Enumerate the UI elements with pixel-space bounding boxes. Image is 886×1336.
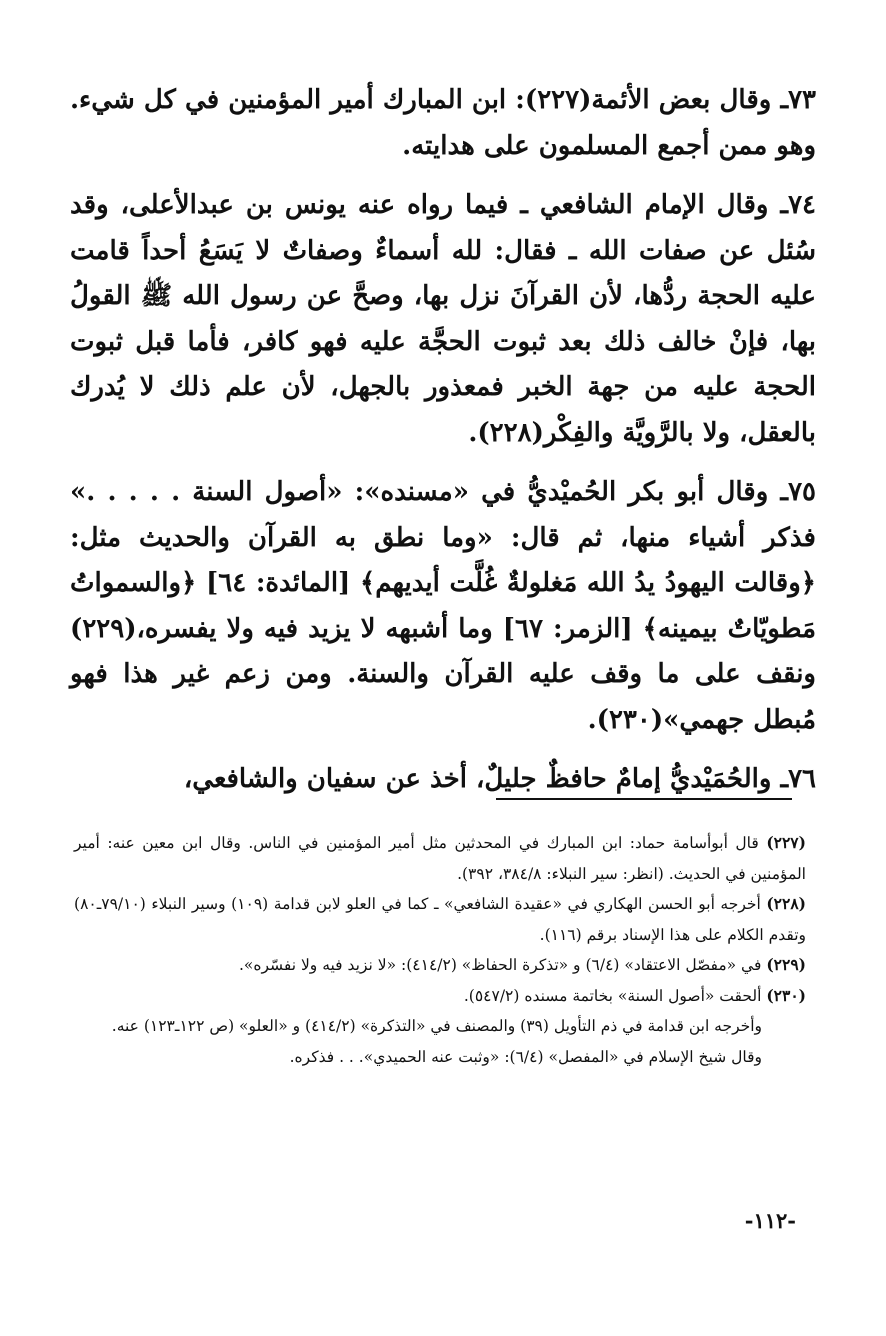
footnote-text: أخرجه أبو الحسن الهكاري في «عقيدة الشافعي» ـ كما في العلو لابن قدامة (١٠٩) وسير النبلاء (٧٩/١٠ـ٨٠) وتقدم الكلام على هذا الإسناد برقم (١١٦). (74, 895, 806, 944)
footnote-229 (74, 950, 806, 981)
footnote-230-continuation-2: وقال شيخ الإسلام في «المفصل» (٦/٤): «وثبت عنه الحميدي». . . فذكره. (289, 1047, 762, 1066)
footnote-230 (74, 981, 806, 1012)
footnote-divider (496, 798, 792, 800)
footnote-227 (74, 828, 806, 889)
footnote-number: (٢٢٧) (766, 833, 806, 852)
footnote-228 (74, 889, 806, 950)
paragraph-76: ٧٦ـ والحُمَيْديُّ إمامٌ حافظٌ جليلٌ، أخذ عن سفيان والشافعي، (183, 764, 816, 794)
paragraph-75: ٧٥ـ وقال أبو بكر الحُميْديُّ في «مسنده»: «أصول السنة . . . . .» فذكر أشياء منها، ثم قال: «وما نطق به القرآن والحديث مثل: ﴿وقالت اليهودُ يدُ الله مَغلولةٌ غُلَّت أيديهم﴾ [المائدة: ٦٤] ﴿والسمواتُ مَطويّاتٌ بيمينه﴾ [الزمر: ٦٧] وما أشبهه لا يزيد فيه ولا يفسره،(٢٢٩) ونقف على ما وقف عليه القرآن والسنة. ومن زعم غير هذا فهو مُبطل جهمي»(٢٣٠). (70, 477, 816, 735)
footnote-number: (٢٢٩) (766, 955, 806, 974)
paragraph-74: ٧٤ـ وقال الإمام الشافعي ـ فيما رواه عنه يونس بن عبدالأعلى، وقد سُئل عن صفات الله ـ فقال: لله أسماءٌ وصفاتٌ لا يَسَعُ أحداً قامت عليه الحجة ردُّها، لأن القرآنَ نزل بها، وصحَّ عن رسول الله ﷺ القولُ بها، فإنْ خالف ذلك بعد ثبوت الحجَّة عليه فهو كافر، فأما قبل ثبوت الحجة عليه من جهة الخبر فمعذور بالجهل، لأن علم ذلك لا يُدرك بالعقل، ولا بالرَّويَّة والفِكْر(٢٢٨). (70, 190, 816, 448)
main-text (70, 78, 816, 817)
footnote-text: في «مفصّل الاعتقاد» (٦/٤) و «تذكرة الحفاظ» (٤١٤/٢): «لا نزيد فيه ولا نفسّره». (238, 956, 762, 974)
footnote-230-continuation-1: وأخرجه ابن قدامة في ذم التأويل (٣٩) والمصنف في «التذكرة» (٤١٤/٢) و «العلو» (ص ١٢٢ـ١٢٣) عنه. (111, 1017, 762, 1035)
footnotes (74, 828, 806, 1072)
footnote-text: ألحقت «أصول السنة» بخاتمة مسنده (٥٤٧/٢). (463, 986, 762, 1005)
footnote-number: (٢٢٨) (766, 894, 806, 913)
paragraph-73: ٧٣ـ وقال بعض الأئمة(٢٢٧): ابن المبارك أمير المؤمنين في كل شيء. وهو ممن أجمع المسلمون على هدايته. (70, 85, 816, 161)
footnote-text: قال أبوأسامة حماد: ابن المبارك في المحدثين مثل أمير المؤمنين في الناس. وقال ابن معين عنه: أمير المؤمنين في الحديث. (انظر: سير النبلاء: ٣٨٤/٨، ٣٩٢). (74, 834, 806, 883)
footnote-number: (٢٣٠) (766, 985, 806, 1005)
page-number: -١١٢- (744, 1208, 796, 1233)
